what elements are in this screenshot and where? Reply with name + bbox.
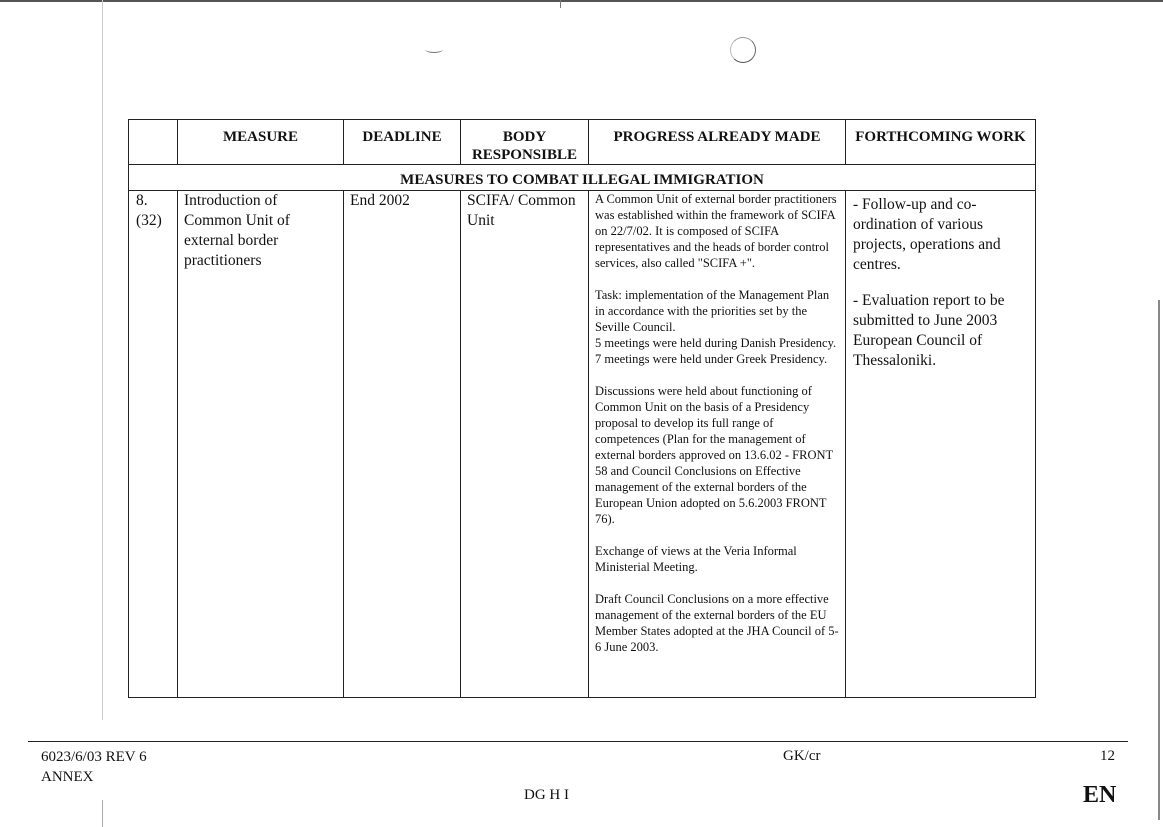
- forthcoming-work-cell: [846, 191, 1036, 698]
- progress-paragraph: Draft Council Conclusions on a more effective management of the external borders of the EU Member States adopted at the JHA Council of 5-6 June 2003.: [595, 592, 839, 654]
- measures-table: [128, 119, 1036, 698]
- section-title: MEASURES TO COMBAT ILLEGAL IMMIGRATION: [129, 165, 1036, 191]
- scan-edge-left: [102, 0, 103, 720]
- deadline-cell: End 2002: [344, 191, 461, 698]
- header-body-responsible: BODY RESPONSIBLE: [461, 120, 589, 165]
- progress-paragraph: Exchange of views at the Veria Informal Ministerial Meeting.: [595, 544, 797, 574]
- progress-paragraph: Discussions were held about functioning of Common Unit on the basis of a Presidency proposal to develop its full range of competences (Plan for the management of external borders approved on 13.6.02 - FRONT 58 and Council Conclusions on Effective management of the external borders of the European Union adopted on 5.6.2003 FRONT 76).: [595, 384, 833, 526]
- header-forthcoming-work: FORTHCOMING WORK: [846, 120, 1036, 165]
- progress-paragraph: A Common Unit of external border practitioners was established within the framework of SCIFA on 22/7/02. It is composed of SCIFA representatives and the heads of border control services, also called "SCIFA +".: [595, 192, 837, 270]
- footer-author: GK/cr: [783, 748, 821, 764]
- measure-sub-number: (32): [136, 212, 162, 229]
- header-deadline: DEADLINE: [344, 120, 461, 165]
- doc-ref: 6023/6/03 REV 6: [41, 749, 147, 765]
- forthcoming-item: - Evaluation report to be submitted to June 2003 European Council of Thessaloniki.: [853, 292, 1005, 369]
- footer-directorate: DG H I: [524, 787, 569, 803]
- footer-document-reference: [41, 747, 147, 787]
- section-row: [129, 165, 1036, 191]
- body-responsible-cell: SCIFA/ Common Unit: [461, 191, 589, 698]
- header-progress: PROGRESS ALREADY MADE: [589, 120, 846, 165]
- footer-divider: [28, 741, 1128, 742]
- measure-number-cell: [129, 191, 178, 698]
- progress-paragraph: Task: implementation of the Management Plan in accordance with the priorities set by the Seville Council. 5 meetings were held during Danish Presidency. 7 meetings were held under Greek Presidency.: [595, 288, 837, 366]
- scan-edge-left-lower: [102, 800, 103, 827]
- forthcoming-item: - Follow-up and co-ordination of various projects, operations and centres.: [853, 196, 1001, 273]
- scan-smudge: [425, 46, 443, 53]
- measure-cell: Introduction of Common Unit of external border practitioners: [178, 191, 344, 698]
- progress-cell: [589, 191, 846, 698]
- annex-label: ANNEX: [41, 769, 94, 785]
- scan-edge-right: [1158, 300, 1160, 820]
- language-code: EN: [1083, 782, 1117, 808]
- page-number: 12: [1100, 748, 1115, 764]
- measure-number: 8.: [136, 192, 148, 209]
- punch-hole-mark: [730, 37, 756, 63]
- scan-mark: [560, 0, 591, 8]
- table-header-row: [129, 120, 1036, 165]
- table-row: [129, 191, 1036, 698]
- header-measure: MEASURE: [178, 120, 344, 165]
- header-number: [129, 120, 178, 165]
